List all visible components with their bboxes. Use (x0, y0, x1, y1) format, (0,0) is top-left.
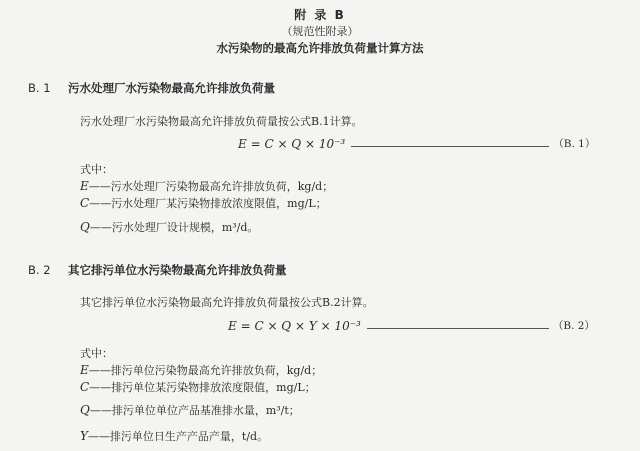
formula-leader-line (367, 327, 549, 329)
formula-expression: E = C × Q × Y × 10⁻³ (228, 319, 361, 333)
section-number: B. 1 (28, 81, 51, 95)
definition-item (80, 219, 258, 235)
section-title: 其它排污单位水污染物最高允许排放负荷量 (68, 263, 287, 277)
equation-number: （B. 1） (553, 138, 596, 150)
section-heading-b1 (28, 80, 275, 96)
definition-symbol: E (80, 363, 89, 377)
definition-symbol: C (80, 196, 90, 210)
definition-symbol: C (80, 380, 90, 394)
definition-item (80, 428, 268, 444)
formula-leader-line (351, 145, 549, 147)
definition-item (80, 195, 327, 211)
formula-b2 (228, 318, 595, 333)
definition-symbol: E (80, 179, 89, 193)
appendix-note: （规范性附录） (281, 25, 359, 38)
where-label: 式中： (80, 347, 113, 360)
appendix-heading: 附 录 B (294, 8, 346, 22)
definition-text: ——排污单位日生产产品产量，t/d。 (87, 430, 269, 443)
definition-item (80, 402, 300, 418)
definition-text: ——排污单位单位产品基准排水量，m³/t； (89, 404, 300, 417)
definition-symbol: Q (80, 220, 90, 234)
definition-item (80, 178, 333, 194)
formula-b1 (238, 136, 595, 151)
formula-expression: E = C × Q × 10⁻³ (238, 137, 346, 151)
definition-text: ——污水处理厂设计规模，m³/d。 (89, 221, 259, 234)
definition-item (80, 379, 316, 395)
definition-text: ——污水处理厂某污染物排放浓度限值，mg/L； (89, 197, 327, 210)
where-label: 式中： (80, 163, 113, 176)
definition-text: ——排污单位污染物最高允许排放负荷，kg/d； (88, 364, 323, 377)
definition-symbol: Y (80, 429, 88, 443)
appendix-title: 水污染物的最高允许排放负荷量计算方法 (216, 41, 424, 55)
definition-text: ——排污单位某污染物排放浓度限值，mg/L； (89, 381, 316, 394)
definition-item (80, 362, 322, 378)
definition-text: ——污水处理厂污染物最高允许排放负荷，kg/d； (88, 180, 334, 193)
section-number: B. 2 (28, 263, 51, 277)
definition-symbol: Q (80, 403, 90, 417)
section-title: 污水处理厂水污染物最高允许排放负荷量 (68, 81, 275, 95)
section-intro: 其它排污单位水污染物最高允许排放负荷量按公式B.2计算。 (80, 296, 374, 309)
section-intro: 污水处理厂水污染物最高允许排放负荷量按公式B.1计算。 (80, 115, 363, 128)
section-heading-b2 (28, 262, 287, 278)
equation-number: （B. 2） (552, 320, 595, 332)
